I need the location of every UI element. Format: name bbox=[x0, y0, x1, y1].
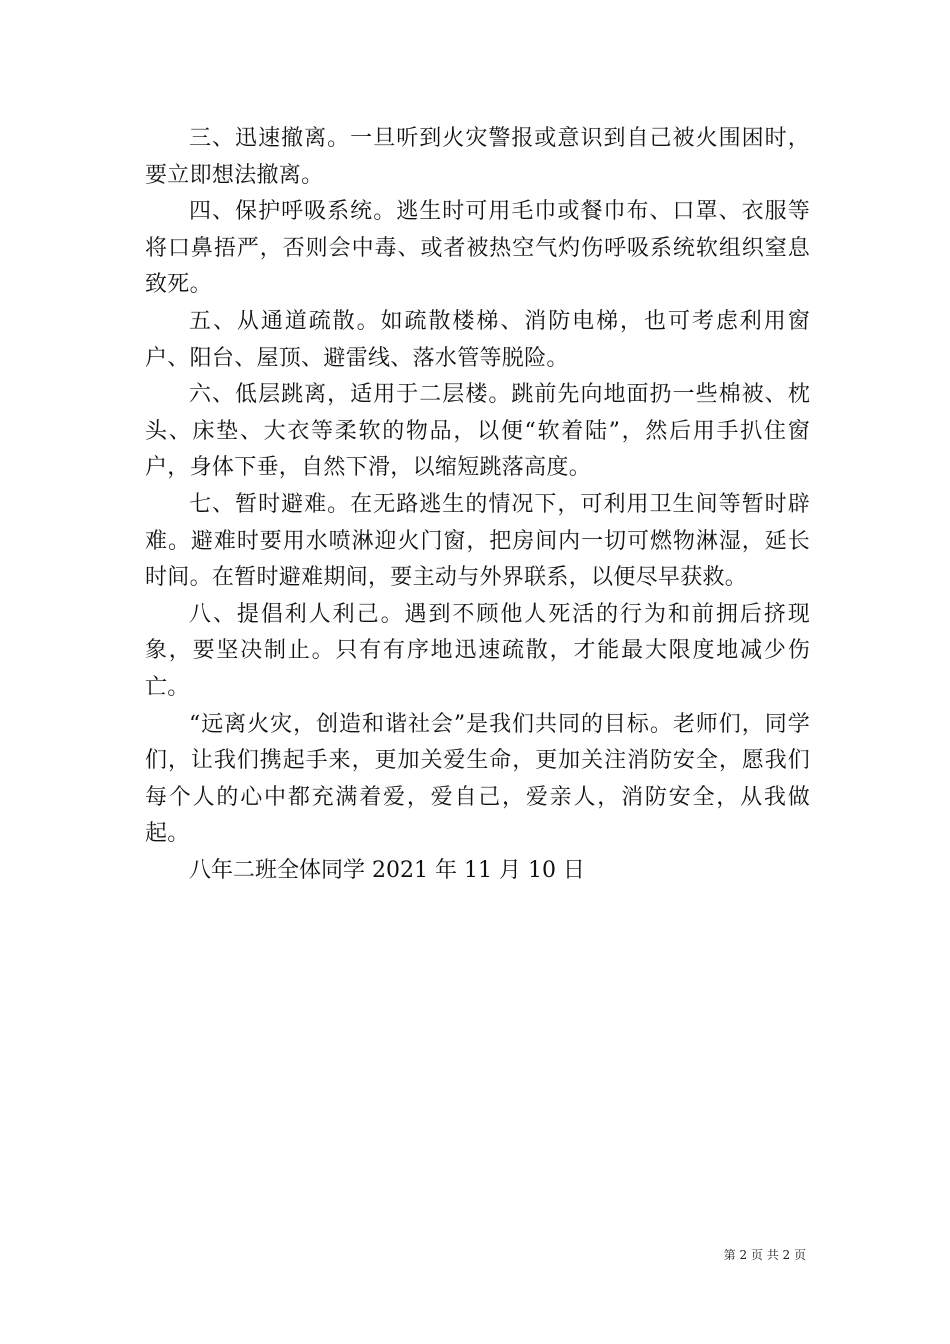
document-body bbox=[145, 121, 810, 889]
paragraph-temporary-shelter: 七、暂时避难。在无路逃生的情况下，可利用卫生间等暂时辟难。避难时要用水喷淋迎火门窗，把房间内一切可燃物淋湿，延长时间。在暂时避难期间，要主动与外界联系，以便尽早获救。 bbox=[145, 491, 810, 591]
paragraph-evacuate: 三、迅速撤离。一旦听到火灾警报或意识到自己被火围困时，要立即想法撤离。 bbox=[145, 126, 810, 188]
paragraph-mutual-benefit: 八、提倡利人利己。遇到不顾他人死活的行为和前拥后挤现象，要坚决制止。只有有序地迅速疏散，才能最大限度地减少伤亡。 bbox=[145, 601, 810, 700]
paragraph-closing-appeal: “远离火灾，创造和谐社会”是我们共同的目标。老师们，同学们，让我们携起手来，更加关爱生命，更加关注消防安全，愿我们每个人的心中都充满着爱，爱自己，爱亲人，消防安全，从我做起。 bbox=[145, 711, 810, 847]
signature-line: 八年二班全体同学 2021 年 11 月 10 日 bbox=[189, 857, 585, 883]
page-number: 第 2 页 共 2 页 bbox=[723, 1248, 806, 1262]
paragraph-protect-breathing: 四、保护呼吸系统。逃生时可用毛巾或餐巾布、口罩、衣服等将口鼻捂严，否则会中毒、或者被热空气灼伤呼吸系统软组织窒息致死。 bbox=[145, 199, 810, 298]
paragraph-low-floor-jump: 六、低层跳离，适用于二层楼。跳前先向地面扔一些棉被、枕头、床垫、大衣等柔软的物品，以便“软着陆”，然后用手扒住窗户，身体下垂，自然下滑，以缩短跳落高度。 bbox=[145, 382, 810, 481]
paragraph-passage-evacuation: 五、从通道疏散。如疏散楼梯、消防电梯，也可考虑利用窗户、阳台、屋顶、避雷线、落水管等脱险。 bbox=[145, 308, 810, 371]
